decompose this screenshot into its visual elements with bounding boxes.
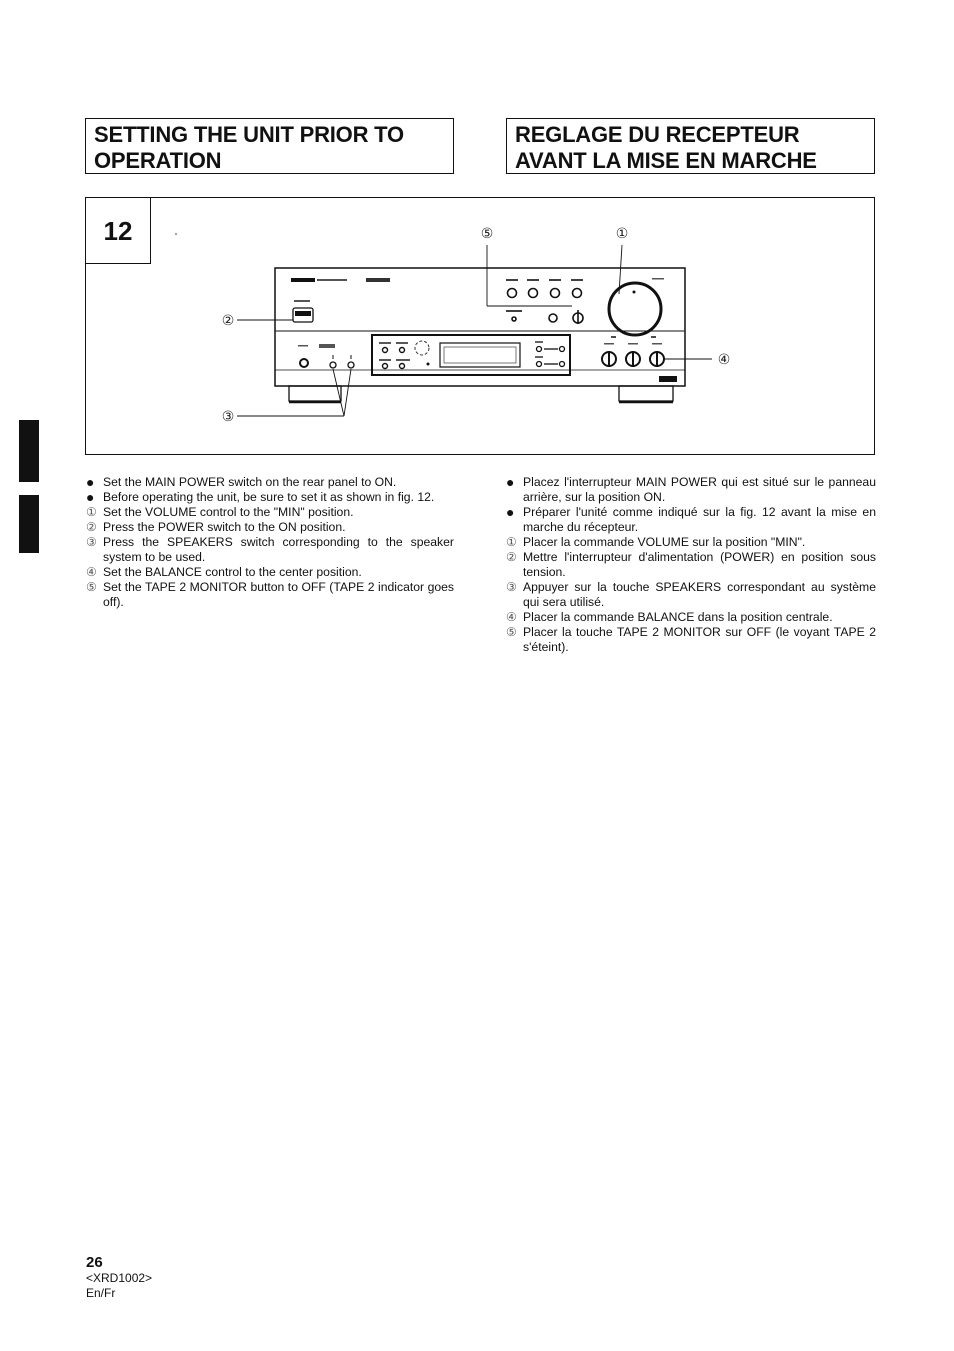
step-number: ②	[506, 550, 517, 564]
list-item: ① Set the VOLUME control to the "MIN" position.	[86, 505, 354, 519]
bullet-marker: ●	[86, 489, 95, 505]
page-footer	[86, 1254, 152, 1301]
callout-3: ③	[221, 409, 235, 425]
list-item: ① Placer la commande VOLUME sur la position "MIN".	[506, 535, 806, 549]
list-item: ② Mettre l'interrupteur d'alimentation (POWER) en position sous tension.	[506, 550, 876, 579]
list-item: ④ Set the BALANCE control to the center position.	[86, 565, 362, 579]
step-number: ①	[506, 535, 517, 549]
list-item: ⑤ Set the TAPE 2 MONITOR button to OFF (TAPE 2 indicator goes off).	[86, 580, 454, 609]
list-item: ② Press the POWER switch to the ON position.	[86, 520, 346, 534]
callout-1: ①	[615, 226, 629, 242]
callout-2: ②	[221, 313, 235, 329]
step-number: ①	[86, 505, 97, 519]
document-code: <XRD1002>	[86, 1271, 153, 1285]
instructions-english	[86, 475, 454, 610]
list-item: ④ Placer la commande BALANCE dans la position centrale.	[506, 610, 833, 624]
callout-4: ④	[717, 352, 731, 368]
bullet-marker: ●	[506, 504, 515, 520]
list-item: ⑤ Placer la touche TAPE 2 MONITOR sur OFF (le voyant TAPE 2 s'éteint).	[506, 625, 876, 654]
step-number: ③	[86, 535, 97, 549]
bullet-marker: ●	[86, 474, 95, 490]
step-number: ②	[86, 520, 97, 534]
figure-12-panel	[85, 197, 875, 455]
receiver-front-panel-illustration	[86, 198, 874, 454]
step-number: ④	[506, 610, 517, 624]
bullet-marker: ●	[506, 474, 515, 490]
callout-5: ⑤	[480, 226, 494, 242]
list-item: ③ Press the SPEAKERS switch corresponding to the speaker system to be used.	[86, 535, 454, 564]
language-code: En/Fr	[86, 1286, 116, 1300]
section-tab-marker	[19, 495, 39, 553]
section-tab-marker	[19, 420, 39, 482]
list-item: ● Préparer l'unité comme indiqué sur la fig. 12 avant la mise en marche du récepteur.	[506, 504, 876, 534]
step-number: ⑤	[506, 625, 517, 639]
list-item: ● Set the MAIN POWER switch on the rear panel to ON.	[86, 474, 397, 490]
list-item: ③ Appuyer sur la touche SPEAKERS correspondant au système qui sera utilisé.	[506, 580, 876, 609]
instructions-french	[506, 475, 876, 655]
step-number: ⑤	[86, 580, 97, 594]
page-number: 26	[86, 1254, 103, 1271]
list-item: ● Before operating the unit, be sure to set it as shown in fig. 12.	[86, 489, 435, 505]
section-title-french: REGLAGE DU RECEPTEUR AVANT LA MISE EN MARCHE	[506, 118, 875, 174]
list-item: ● Placez l'interrupteur MAIN POWER qui est situé sur le panneau arrière, sur la position ON.	[506, 474, 876, 504]
section-title-english: SETTING THE UNIT PRIOR TO OPERATION	[85, 118, 454, 174]
step-number: ③	[506, 580, 517, 594]
step-number: ④	[86, 565, 97, 579]
figure-number: 12	[86, 198, 151, 264]
